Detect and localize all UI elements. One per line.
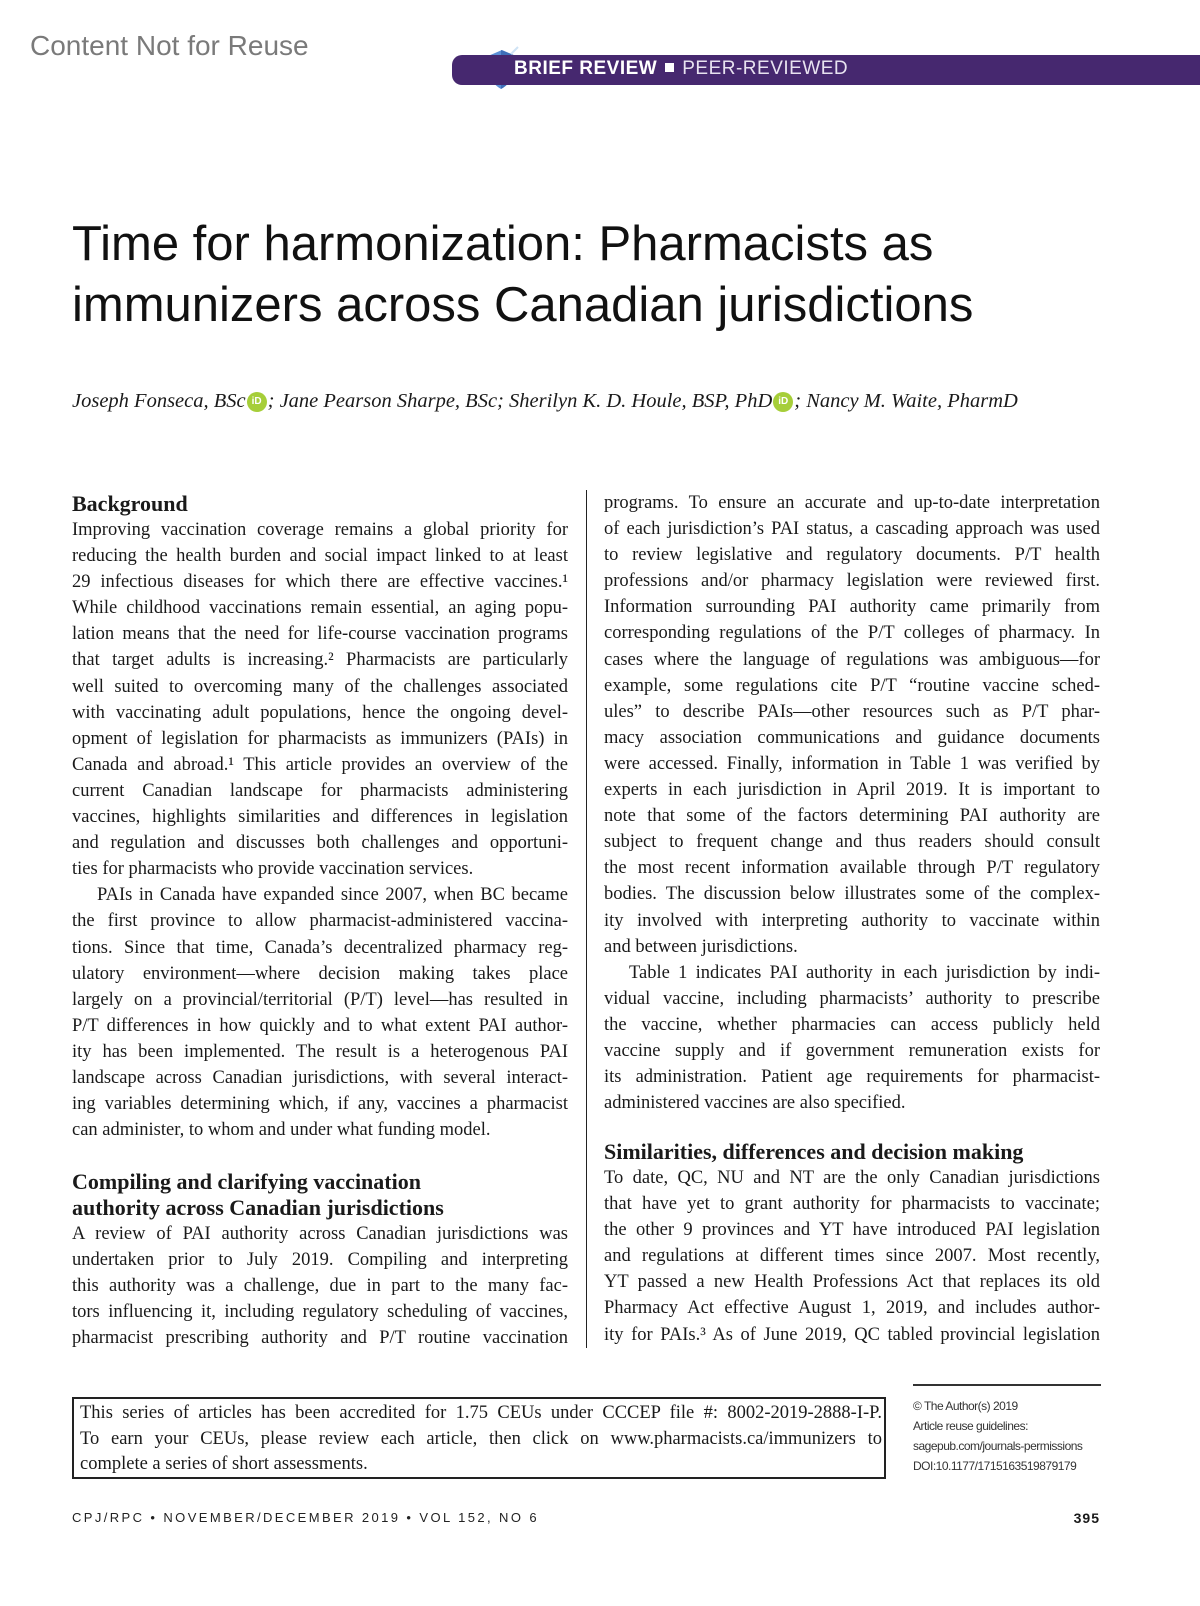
text-line: Information surrounding PAI authority came primarily from	[604, 597, 1100, 618]
orcid-icon[interactable]: iD	[247, 392, 267, 412]
text-line: the other 9 provinces and YT have introduced PAI legislation	[604, 1220, 1100, 1241]
text-line: undertaken prior to July 2019. Compiling and interpreting	[72, 1250, 568, 1271]
text-line: ity involved with interpreting authority to vaccinate within	[604, 910, 1100, 931]
text-line: 29 infectious diseases for which there are effective vaccines.¹	[72, 572, 568, 593]
ce-paragraph	[80, 1401, 882, 1478]
text-line: complete a series of short assessments.	[80, 1454, 368, 1474]
text-line: ulatory environment—where decision making takes place	[72, 963, 568, 984]
title-line: Time for harmonization: Pharmacists as	[72, 217, 934, 271]
text-line: tors influencing it, including regulatory scheduling of vaccines,	[72, 1302, 568, 1323]
text-line: largely on a provincial/territorial (P/T) level—has resulted in	[72, 989, 568, 1010]
separator-square	[665, 63, 674, 72]
text-line: P/T differences in how quickly and to what extent PAI author-	[72, 1015, 568, 1036]
text-line: pharmacist prescribing authority and P/T routine vaccination	[72, 1328, 568, 1349]
author-list	[72, 390, 1018, 413]
right-column-lower	[604, 1139, 1100, 1348]
author-text: ; Nancy M. Waite, PharmD	[794, 390, 1018, 412]
paragraph	[604, 490, 1100, 960]
text-line: vaccines, highlights similarities and differences in legislation	[72, 807, 568, 828]
title-line: immunizers across Canadian jurisdictions	[72, 278, 974, 332]
section-heading: Compiling and clarifying vaccination	[72, 1169, 421, 1194]
text-line: Table 1 indicates PAI authority in each jurisdiction by indi-	[629, 962, 1100, 983]
text-line: A review of PAI authority across Canadian jurisdictions was	[72, 1224, 568, 1244]
left-column	[72, 491, 568, 1143]
text-line: and regulation and discusses both challenges and opportuni-	[72, 833, 568, 854]
copyright-notes	[913, 1384, 1101, 1476]
text-line: reducing the health burden and social impact linked to at least	[72, 546, 568, 567]
article-type: BRIEF REVIEW	[514, 58, 658, 79]
text-line: that target adults is increasing.² Pharmacists are particularly	[72, 650, 568, 671]
text-line: current Canadian landscape for pharmacists administering	[72, 780, 568, 801]
text-line: and between jurisdictions.	[604, 936, 798, 957]
author-text: ; Jane Pearson Sharpe, BSc; Sherilyn K. D. Houle, BSP, PhD	[267, 390, 773, 412]
text-line: Improving vaccination coverage remains a global priority for	[72, 520, 568, 540]
text-line: professions and/or pharmacy legislation were reviewed first.	[604, 571, 1100, 592]
watermark-text: Content Not for Reuse	[30, 30, 309, 61]
text-line: ules” to describe PAIs—other resources such as P/T phar-	[604, 701, 1100, 722]
text-line: macy association communications and guidance documents	[604, 727, 1100, 748]
left-column-lower	[72, 1169, 568, 1351]
text-line: vidual vaccine, including pharmacists’ authority to prescribe	[604, 988, 1100, 1009]
paragraph	[604, 960, 1100, 1117]
paragraph	[72, 882, 568, 1143]
text-line: vaccine supply and if government remuneration exists for	[604, 1040, 1100, 1061]
text-line: YT passed a new Health Professions Act that replaces its old	[604, 1272, 1100, 1293]
text-line: subject to frequent change and thus readers should consult	[604, 832, 1100, 853]
text-line: this authority was a challenge, due in part to the many fac-	[72, 1276, 568, 1297]
text-line: opment of legislation for pharmacists as immunizers (PAIs) in	[72, 728, 568, 749]
column-divider	[586, 490, 587, 1348]
paragraph	[604, 1165, 1100, 1348]
text-line: ity has been implemented. The result is a heterogenous PAI	[72, 1041, 568, 1062]
orcid-icon[interactable]: iD	[773, 392, 793, 412]
section-heading: Similarities, differences and decision making	[604, 1139, 1024, 1164]
author-text: Joseph Fonseca, BSc	[72, 390, 246, 412]
copyright-text: © The Author(s) 2019	[913, 1399, 1018, 1413]
text-line: While childhood vaccinations remain essential, an aging popu-	[72, 598, 568, 619]
text-line: programs. To ensure an accurate and up-to-date interpretation	[604, 493, 1100, 513]
text-line: administered vaccines are also specified.	[604, 1093, 906, 1114]
text-line: of each jurisdiction’s PAI status, a cascading approach was used	[604, 519, 1100, 540]
text-line: note that some of the factors determining PAI authority are	[604, 806, 1100, 827]
ce-credit-box	[72, 1397, 886, 1479]
article-type-banner	[452, 55, 1200, 85]
page-number: 395	[1073, 1510, 1100, 1526]
text-line: its administration. Patient age requirements for pharmacist-	[604, 1067, 1100, 1088]
text-line: lation means that the need for life-course vaccination programs	[72, 624, 568, 645]
permissions-link[interactable]: sagepub.com/journals-permissions	[913, 1439, 1083, 1453]
text-line: To earn your CEUs, please review each article, then click on www.pharmacists.ca/immunizers to	[80, 1428, 882, 1449]
reuse-label: Article reuse guidelines:	[913, 1419, 1028, 1433]
text-line: experts in each jurisdiction in April 2019. It is important to	[604, 780, 1100, 801]
text-line: tions. Since that time, Canada’s decentralized pharmacy reg-	[72, 937, 568, 958]
text-line: landscape across Canadian jurisdictions, with several interact-	[72, 1067, 568, 1088]
text-line: with vaccinating adult populations, hence the ongoing devel-	[72, 702, 568, 723]
text-line: To date, QC, NU and NT are the only Canadian jurisdictions	[604, 1168, 1100, 1188]
text-line: were accessed. Finally, information in Table 1 was verified by	[604, 753, 1100, 774]
right-column	[604, 490, 1100, 1116]
text-line: the vaccine, whether pharmacies can access publicly held	[604, 1014, 1100, 1035]
section-heading: Background	[72, 491, 188, 516]
text-line: PAIs in Canada have expanded since 2007, when BC became	[97, 885, 568, 906]
paragraph	[72, 1221, 568, 1351]
text-line: ties for pharmacists who provide vaccination services.	[72, 859, 474, 880]
text-line: bodies. The discussion below illustrates some of the complex-	[604, 884, 1100, 905]
section-heading: authority across Canadian jurisdictions	[72, 1195, 444, 1220]
text-line: and regulations at different times since 2007. Most recently,	[604, 1246, 1100, 1267]
review-status: PEER-REVIEWED	[682, 58, 849, 79]
text-line: ing variables determining which, if any, vaccines a pharmacist	[72, 1094, 568, 1115]
text-line: ity for PAIs.³ As of June 2019, QC tabled provincial legislation	[604, 1324, 1100, 1345]
text-line: well suited to overcoming many of the challenges associated	[72, 676, 568, 697]
article-title	[72, 214, 973, 336]
doi-text[interactable]: DOI:10.1177/1715163519879179	[913, 1459, 1077, 1473]
text-line: the first province to allow pharmacist-administered vaccina-	[72, 911, 568, 932]
text-line: can administer, to whom and under what funding model.	[72, 1120, 491, 1141]
text-line: the most recent information available through P/T regulatory	[604, 858, 1100, 879]
text-line: cases where the language of regulations was ambiguous—for	[604, 649, 1100, 670]
text-line: Canada and abroad.¹ This article provides an overview of the	[72, 754, 568, 775]
text-line: corresponding regulations of the P/T colleges of pharmacy. In	[604, 623, 1100, 644]
paragraph	[72, 517, 568, 882]
text-line: to review legislative and regulatory documents. P/T health	[604, 545, 1100, 566]
journal-footer: CPJ/RPC • NOVEMBER/DECEMBER 2019 • VOL 152, NO 6	[72, 1510, 539, 1525]
text-line: example, some regulations cite P/T “routine vaccine sched-	[604, 675, 1100, 696]
text-line: that have yet to grant authority for pharmacists to vaccinate;	[604, 1194, 1100, 1215]
text-line: Pharmacy Act effective August 1, 2019, and includes author-	[604, 1298, 1100, 1319]
text-line: This series of articles has been accredited for 1.75 CEUs under CCCEP file #: 8002-2019-2888-I-P.	[80, 1403, 882, 1423]
